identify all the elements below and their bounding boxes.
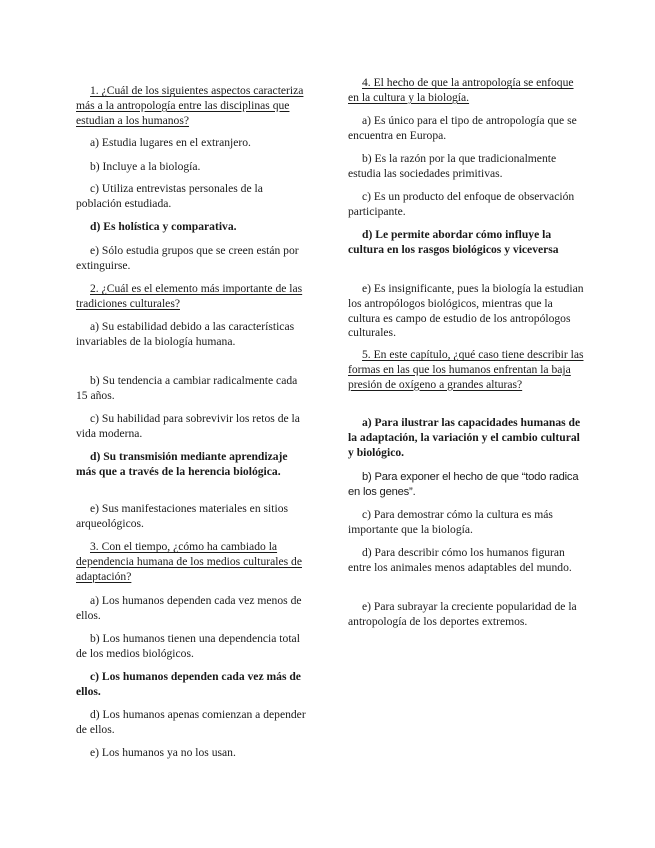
q4-option-b: b) Es la razón por la que tradicionalmente estudia las sociedades primitivas. bbox=[348, 152, 557, 180]
q1-option-e: e) Sólo estudia grupos que se creen están por extinguirse. bbox=[76, 244, 299, 272]
q1-answer-d: d) Es holística y comparativa. bbox=[90, 220, 237, 233]
question-1: 1. ¿Cuál de los siguientes aspectos caracteriza más a la antropología entre las disciplinas que estudian a los humanos? bbox=[76, 84, 304, 127]
q5-option-d: d) Para describir cómo los humanos figuran entre los animales menos adaptables del mundo. bbox=[348, 546, 572, 574]
question-5: 5. En este capítulo, ¿qué caso tiene describir las formas en las que los humanos enfrentan la baja presión de oxígeno a grandes alturas? bbox=[348, 348, 584, 391]
q3-option-b: b) Los humanos tienen una dependencia total de los medios biológicos. bbox=[76, 632, 300, 660]
q3-option-d: d) Los humanos apenas comienzan a depender de ellos. bbox=[76, 708, 306, 736]
question-3: 3. Con el tiempo, ¿cómo ha cambiado la dependencia humana de los medios culturales de adaptación? bbox=[76, 540, 302, 583]
q3-option-a: a) Los humanos dependen cada vez menos de ellos. bbox=[76, 594, 302, 622]
q2-option-c: c) Su habilidad para sobrevivir los retos de la vida moderna. bbox=[76, 412, 300, 440]
q5-option-e: e) Para subrayar la creciente popularidad de la antropología de los deportes extremos. bbox=[348, 600, 577, 628]
q5-option-b: b) Para exponer el hecho de que “todo radica en los genes”. bbox=[348, 471, 579, 498]
question-2: 2. ¿Cuál es el elemento más importante de las tradiciones culturales? bbox=[76, 282, 303, 310]
q2-option-b: b) Su tendencia a cambiar radicalmente cada 15 años. bbox=[76, 374, 298, 402]
q3-option-e: e) Los humanos ya no los usan. bbox=[90, 746, 236, 759]
q5-option-c: c) Para demostrar cómo la cultura es más importante que la biología. bbox=[348, 508, 553, 536]
q3-answer-c: c) Los humanos dependen cada vez más de ellos. bbox=[76, 670, 301, 698]
q4-answer-d: d) Le permite abordar cómo influye la cultura en los rasgos biológicos y viceversa bbox=[348, 228, 559, 256]
q1-option-a: a) Estudia lugares en el extranjero. bbox=[90, 136, 251, 149]
q4-option-e: e) Es insignificante, pues la biología la estudian los antropólogos biológicos, mientras que la cultura es campo de estudio de los antropólogos culturales. bbox=[348, 282, 584, 340]
q4-option-c: c) Es un producto del enfoque de observación participante. bbox=[348, 190, 575, 218]
q2-option-a: a) Su estabilidad debido a las características invariables de la biología humana. bbox=[76, 320, 295, 348]
q5-answer-a: a) Para ilustrar las capacidades humanas de la adaptación, la variación y el cambio cultural y biológico. bbox=[348, 416, 581, 459]
q1-option-b: b) Incluye a la biología. bbox=[90, 160, 201, 173]
q2-answer-d: d) Su transmisión mediante aprendizaje más que a través de la herencia biológica. bbox=[76, 450, 288, 478]
q2-option-e: e) Sus manifestaciones materiales en sitios arqueológicos. bbox=[76, 502, 289, 530]
q4-option-a: a) Es único para el tipo de antropología que se encuentra en Europa. bbox=[348, 114, 577, 142]
q1-option-c: c) Utiliza entrevistas personales de la población estudiada. bbox=[76, 182, 263, 210]
question-4: 4. El hecho de que la antropología se enfoque en la cultura y la biología. bbox=[348, 76, 574, 104]
